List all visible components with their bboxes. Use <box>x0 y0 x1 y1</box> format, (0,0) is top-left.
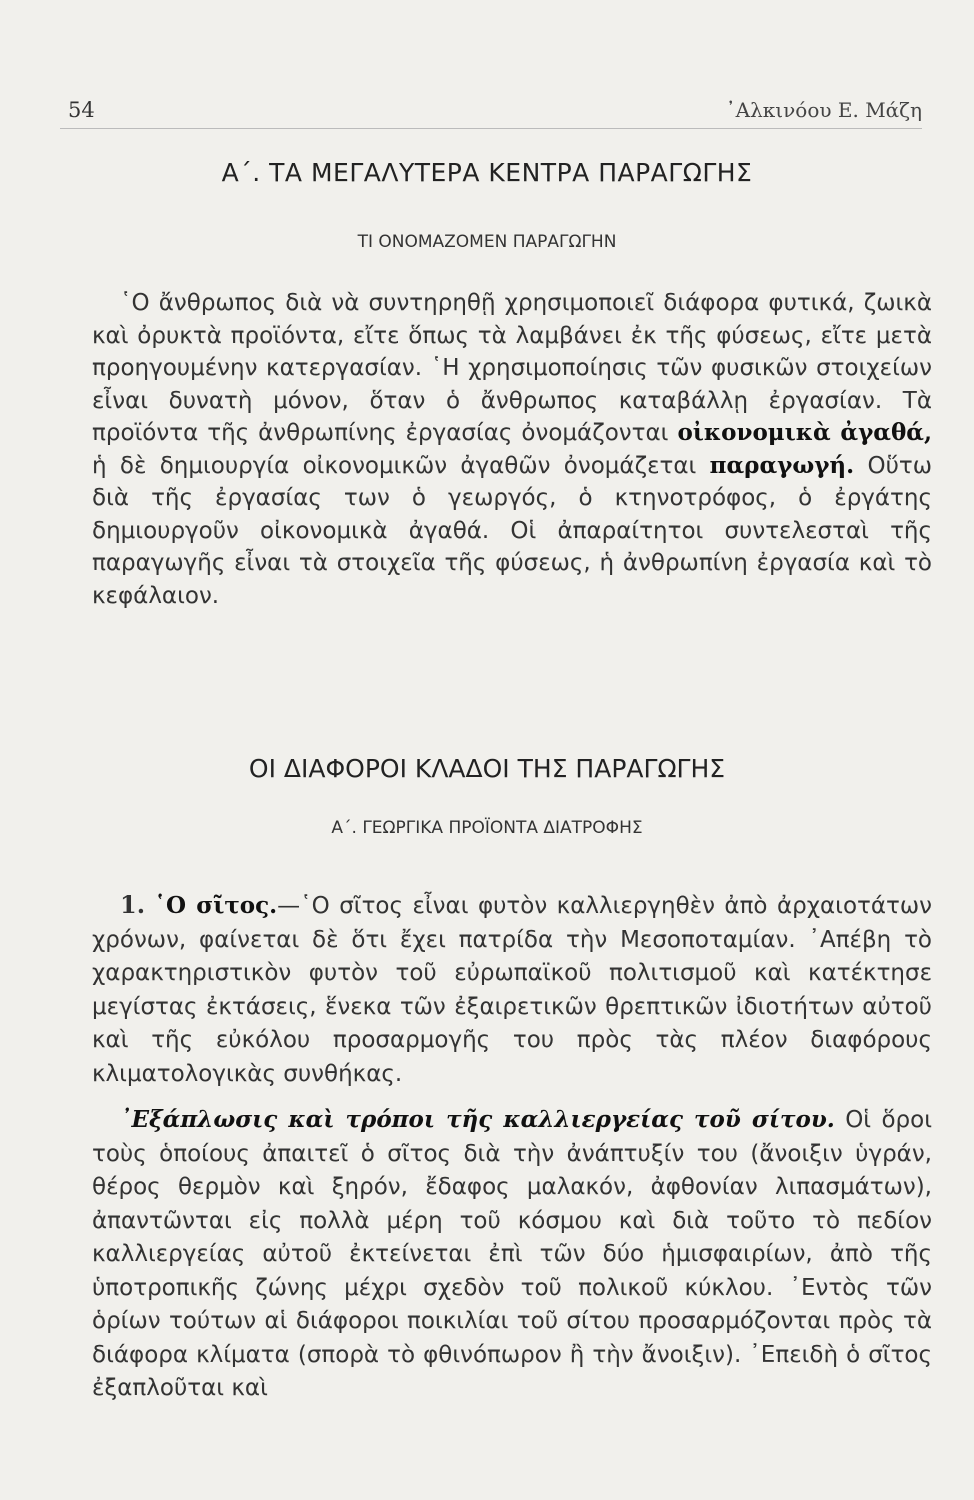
item-number: 1. <box>120 890 146 919</box>
header-rule <box>60 128 922 129</box>
branches-title: ΟΙ ΔΙΑΦΟΡΟΙ ΚΛΑΔΟΙ ΤΗΣ ΠΑΡΑΓΩΓΗΣ <box>248 754 726 783</box>
running-head: ᾿Αλκινόου Ε. Μάζη <box>725 98 922 122</box>
production-paragraph <box>92 287 932 612</box>
wheat-paragraph <box>92 888 932 1091</box>
term-economic-goods: οἰκονομικὰ ἀγαθά, <box>677 419 933 446</box>
page-number: 54 <box>68 98 95 122</box>
section-subheading: ΤΙ ΟΝΟΜΑΖΟΜΕΝ ΠΑΡΑΓΩΓΗΝ <box>357 232 617 252</box>
paragraph-text: ἡ δὲ δημιουργία οἰκονομικῶν ἀγαθῶν ὀνομάζεται <box>92 452 697 479</box>
term-production: παραγωγή. <box>709 451 855 479</box>
page-header <box>60 98 922 124</box>
spread-title: ᾿Εξάπλωσις καὶ τρόποι τῆς καλλιεργείας τοῦ σίτου. <box>120 1106 835 1133</box>
spread-text: Οἱ ὅροι τοὺς ὁποίους ἀπαιτεῖ ὁ σῖτος διὰ τὴν ἀνάπτυξίν του (ἄνοιξιν ὑγράν, θέρος θερμὸν καὶ ξηρόν, ἔδαφος μαλακόν, ἀφθονίαν λιπασμάτων), ἀπαντῶνται εἰς πολλὰ μέρη τοῦ κόσμου καὶ διὰ τοῦτο τὸ πεδίον καλλιεργείας αὐτοῦ ἐκτείνεται ἐπὶ τῶν δύο ἡμισφαιρίων, ἀπὸ τῆς ὑποτροπικῆς ζώνης μέχρι σχεδὸν τοῦ πολικοῦ κύκλου. ᾿Εντὸς τῶν ὁρίων τούτων αἱ διάφοροι ποικιλίαι τοῦ σίτου προσαρμόζονται πρὸς τὰ διάφορα κλίματα (σπορὰ τὸ φθινόπωρον ἢ τὴν ἄνοιξιν). ᾿Επειδὴ ὁ σῖτος ἐξαπλοῦται καὶ <box>92 1107 933 1401</box>
paragraph-text: ῾Ο ἄνθρωπος διὰ νὰ συντηρηθῇ χρησιμοποιεῖ διάφορα φυτικά, ζωικὰ καὶ ὀρυκτὰ προϊόντα, εἴτε ὅπως τὰ λαμβάνει ἐκ τῆς φύσεως, εἴτε μετὰ προηγουμένην κατεργασίαν. ῾Η χρησιμοποίησις τῶν φυσικῶν στοιχείων εἶναι δυνατὴ μόνον, ὅταν ὁ ἄνθρωπος καταβάλλῃ ἐργασίαν. Τὰ προϊόντα τῆς ἀνθρωπίνης ἐργασίας ὀνομάζονται <box>92 290 932 446</box>
wheat-title: ῾Ο σῖτος. <box>154 892 278 919</box>
wheat-text: —῾Ο σῖτος εἶναι φυτὸν καλλιεργηθὲν ἀπὸ ἀρχαιοτάτων χρόνων, φαίνεται δὲ ὅτι ἔχει πατρίδα τὴν Μεσοποταμίαν. ᾿Απέβη τὸ χαρακτηριστικὸν φυτὸν τοῦ εὐρωπαϊκοῦ πολιτισμοῦ καὶ κατέκτησε μεγίστας ἐκτάσεις, ἕνεκα τῶν ἐξαιρετικῶν θρεπτικῶν ἰδιοτήτων αὐτοῦ καὶ τῆς εὐκόλου προσαρμογῆς του πρὸς τὰς πλέον διαφόρους κλιματολογικὰς συνθήκας. <box>92 893 932 1087</box>
paragraph-text: Οὕτω διὰ τῆς ἐργασίας των ὁ γεωργός, ὁ κτηνοτρόφος, ὁ ἐργάτης δημιουργοῦν οἰκονομικὰ ἀγαθά. Οἱ ἀπαραίτητοι συντελεσταὶ τῆς παραγωγῆς εἶναι τὰ στοιχεῖα τῆς φύσεως, ἡ ἀνθρωπίνη ἐργασία καὶ τὸ κεφάλαιον. <box>92 452 933 609</box>
section-title: Α΄. ΤΑ ΜΕΓΑΛΥΤΕΡΑ ΚΕΝΤΡΑ ΠΑΡΑΓΩΓΗΣ <box>221 158 753 187</box>
spread-paragraph <box>92 1103 932 1406</box>
food-products-heading: Α΄. ΓΕΩΡΓΙΚΑ ΠΡΟΪΟΝΤΑ ΔΙΑΤΡΟΦΗΣ <box>331 818 643 838</box>
